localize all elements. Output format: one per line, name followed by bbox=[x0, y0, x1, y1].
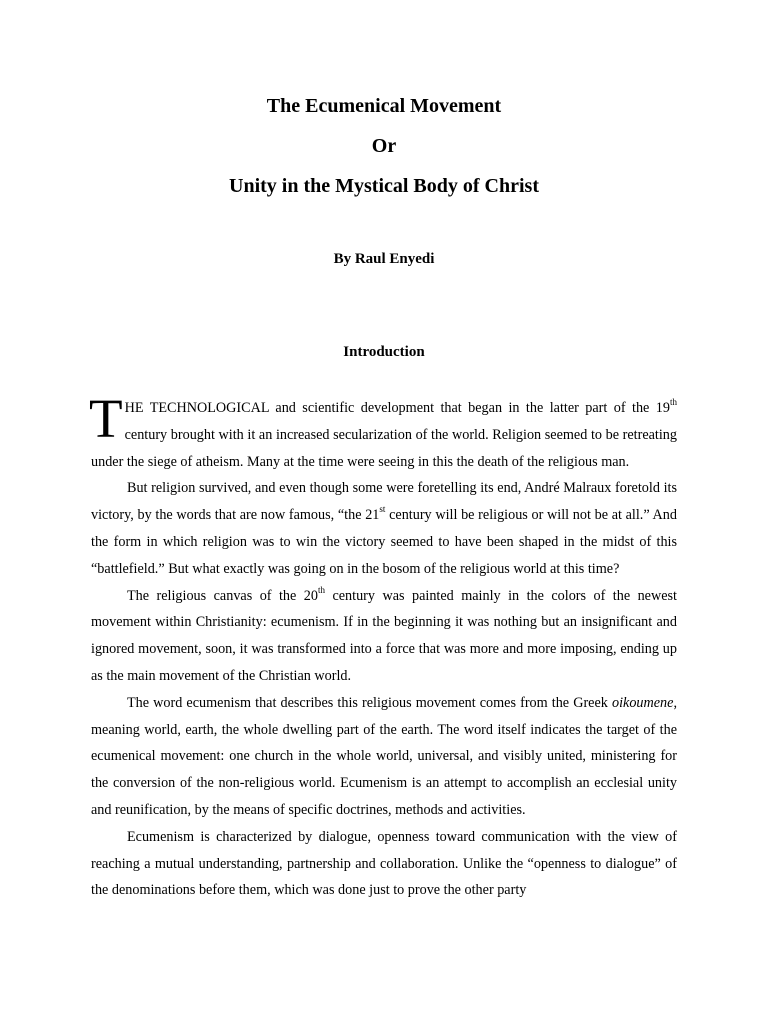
paragraph-3-superscript: th bbox=[317, 584, 325, 595]
paragraph-2-text-a: But religion survived, and even though some were foretelling its end, André Malraux foretold its victory, by the words that are now famous, “the 21 bbox=[91, 480, 677, 524]
body-text bbox=[89, 388, 677, 904]
drop-cap: T bbox=[89, 388, 123, 449]
paragraph-4-text-b: , meaning world, earth, the whole dwelling part of the earth. The word itself indicates the target of the ecumenical movement: one church in the whole world, universal, and visibly united, ministering for the conversion of the non-religious world. Ecumenism is an attempt to accomplish an ecclesial unity and reunification, by the means of specific doctrines, methods and activities. bbox=[91, 694, 677, 818]
paragraph-4 bbox=[91, 690, 677, 824]
section-heading: Introduction bbox=[343, 344, 425, 360]
paragraph-2-superscript: st bbox=[379, 504, 386, 515]
paragraph-5-text-a: Ecumenism is characterized by dialogue, openness toward communication with the view of reaching a mutual understanding, partnership and collaboration. Unlike the “openness to dialogue” of the denominations before them, which was done just to prove the other party bbox=[91, 828, 677, 899]
paragraph-3-text-a: The religious canvas of the 20 bbox=[127, 587, 318, 604]
title-line-2: Or bbox=[371, 135, 397, 157]
paragraph-1-text-a: HE TECHNOLOGICAL and scientific development that began in the latter part of the 19 bbox=[124, 400, 670, 416]
paragraph-1-text-b: century brought with it an increased secularization of the world. Religion seemed to be retreating under the siege of atheism. Many at the time were seeing in this the death of the religious man. bbox=[91, 426, 677, 470]
paragraph-4-text-a: The word ecumenism that describes this religious movement comes from the Greek bbox=[127, 694, 612, 711]
paragraph-2-text-b: century will be religious or will not be at all.” And the form in which religion was to win the victory seemed to have been shaped in the midst of this “battlefield.” But what exactly was going on in the bosom of the religious world at this time? bbox=[91, 507, 677, 577]
title-line-1: The Ecumenical Movement bbox=[266, 95, 502, 117]
paragraph-3 bbox=[91, 583, 677, 690]
paragraph-3-text-b: century was painted mainly in the colors of the newest movement within Christianity: ecumenism. If in the beginning it was nothing but an insignificant and ignored movement, soon, it was transformed into a force that was more and more imposing, ending up as the main movement of the Christian world. bbox=[91, 587, 677, 684]
title-line-3: Unity in the Mystical Body of Christ bbox=[229, 175, 539, 197]
paragraph-5 bbox=[91, 824, 677, 904]
paragraph-1-superscript: th bbox=[669, 397, 677, 408]
paragraph-4-italic-term: oikoumene bbox=[611, 694, 674, 711]
paragraph-2 bbox=[91, 475, 677, 582]
paragraph-1 bbox=[89, 388, 677, 475]
author-byline: By Raul Enyedi bbox=[333, 251, 435, 267]
